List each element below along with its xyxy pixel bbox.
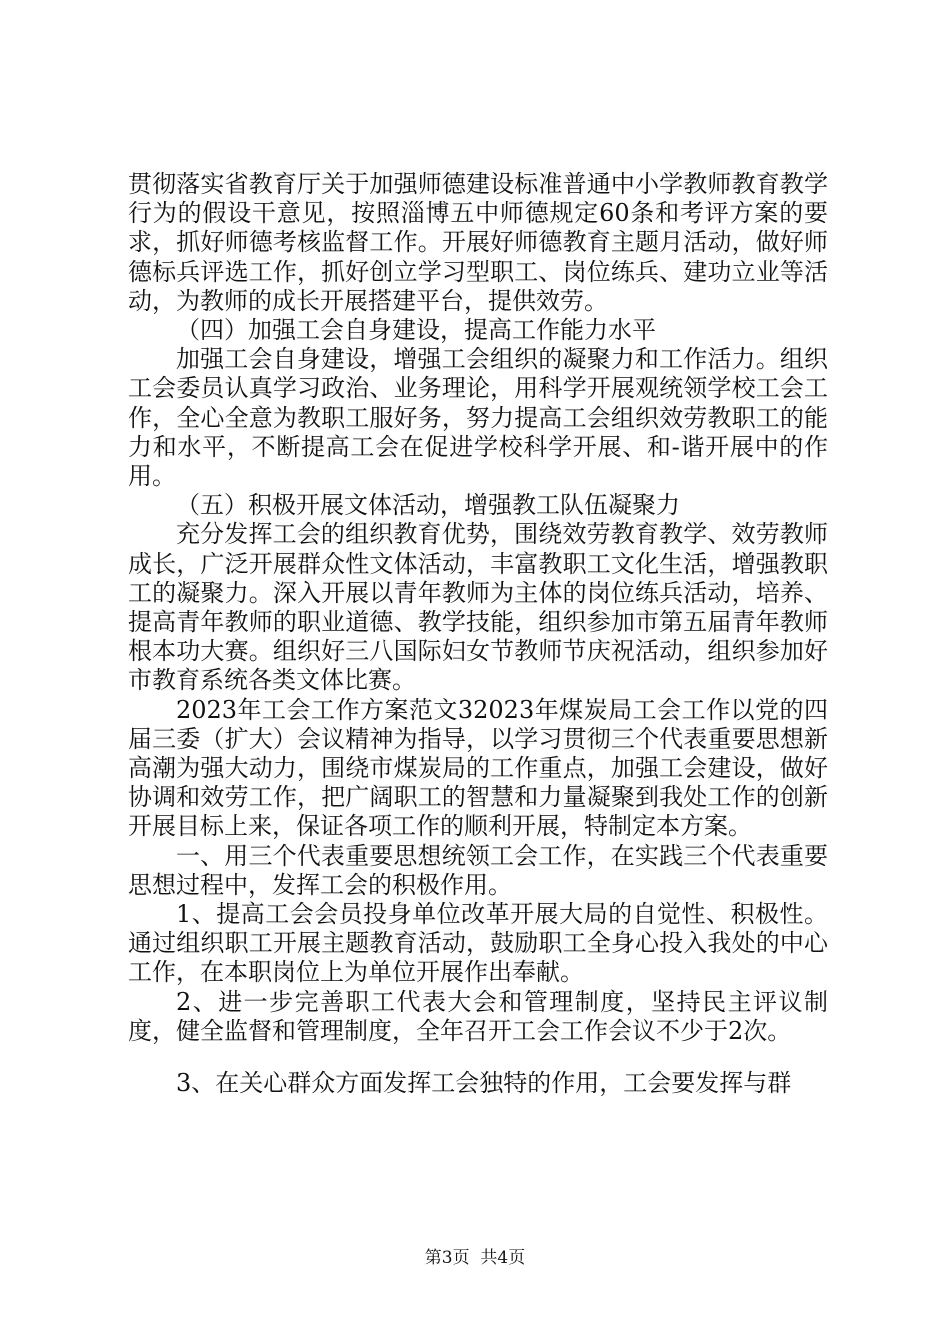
paragraph-plan-sample-3: 2023年工会工作方案范文32023年煤炭局工会工作以党的四届三委（扩大）会议精神为指导，以学习贯彻三个代表重要思想新高潮为强大动力，围绕市煤炭局的工作重点，加强工会建设，做好协调和效劳工作，把广阔职工的智慧和力量凝聚到我处工作的创新开展目标上来，保证各项工作的顺利开展，特制定本方案。 (128, 695, 828, 841)
section-heading-five: （五）积极开展文体活动，增强教工队伍凝聚力 (176, 491, 680, 520)
paragraph-culture-sports: 充分发挥工会的组织教育优势，围绕效劳教育教学、效劳教师成长，广泛开展群众性文体活动，丰富教职工文化生活，增强教职工的凝聚力。深入开展以青年教师为主体的岗位练兵活动，培养、提高青年教师的职业道德、教学技能，组织参加市第五届青年教师根本功大赛。组织好三八国际妇女节教师节庆祝活动，组织参加好市教育系统各类文体比赛。 (128, 520, 828, 695)
page-footer (0, 1243, 950, 1268)
paragraph-teacher-ethics: 贯彻落实省教育厅关于加强师德建设标准普通中小学教师教育教学行为的假设干意见，按照淄博五中师德规定60条和考评方案的要求，抓好师德考核监督工作。开展好师德教育主题月活动，做好师德标兵评选工作，抓好创立学习型职工、岗位练兵、建功立业等活动，为教师的成长开展搭建平台，提供效劳。 (128, 170, 828, 315)
document-body (128, 170, 828, 1098)
page-number: 第3页 共4页 (424, 1248, 526, 1268)
paragraph-sub-item-1: 1、提高工会会员投身单位改革开展大局的自觉性、积极性。通过组织职工开展主题教育活动，鼓励职工全身心投入我处的中心工作，在本职岗位上为单位开展作出奉献。 (128, 900, 828, 987)
paragraph-union-self-building: 加强工会自身建设，增强工会组织的凝聚力和工作活力。组织工会委员认真学习政治、业务理论，用科学开展观统领学校工会工作，全心全意为教职工服好务，努力提高工会组织效劳教职工的能力和水平，不断提高工会在促进学校科学开展、和-谐开展中的作用。 (128, 345, 828, 491)
paragraph-sub-item-2: 2、进一步完善职工代表大会和管理制度，坚持民主评议制度，健全监督和管理制度，全年召开工会工作会议不少于2次。 (128, 987, 828, 1045)
paragraph-item-one: 一、用三个代表重要思想统领工会工作，在实践三个代表重要思想过程中，发挥工会的积极作用。 (128, 841, 828, 899)
section-heading-four: （四）加强工会自身建设，提高工作能力水平 (176, 316, 656, 345)
paragraph-sub-item-3: 3、在关心群众方面发挥工会独特的作用，工会要发挥与群 (176, 1069, 792, 1098)
